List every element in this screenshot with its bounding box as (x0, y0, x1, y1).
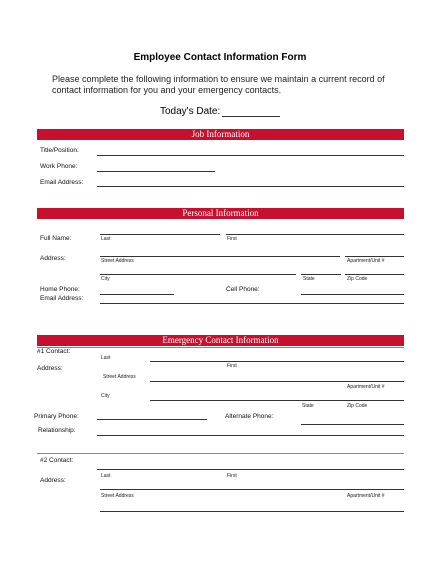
contact2-line[interactable] (97, 469, 404, 470)
contact1-primary-phone-field[interactable] (97, 419, 207, 420)
contact2-last-caption: Last (101, 473, 111, 479)
contact1-city-field[interactable] (150, 400, 404, 401)
contact2-apartment-caption: Apartment/Unit # (347, 493, 385, 499)
contact2-first-caption: First (227, 473, 237, 479)
full-name-label: Full Name: (40, 235, 72, 242)
contact1-apartment-caption: Apartment/Unit # (347, 384, 385, 390)
contact1-label: #1 Contact: (37, 348, 71, 355)
personal-information-header: Personal Information (37, 208, 404, 219)
zip-code-caption: Zip Code (347, 276, 368, 282)
cell-phone-field[interactable] (301, 294, 404, 295)
street-address-field[interactable] (100, 256, 340, 257)
contact1-last-field[interactable] (150, 361, 404, 362)
contact1-street-field[interactable] (150, 381, 404, 382)
personal-email-label: Email Address: (40, 295, 84, 302)
contact1-last-caption: Last (101, 355, 111, 361)
contact2-name-field[interactable] (100, 489, 404, 490)
title-position-label: Title/Position: (40, 147, 79, 154)
contact2-address-label: Address: (40, 477, 66, 484)
contact1-zip-caption: Zip Code (347, 403, 368, 409)
job-email-label: Email Address: (40, 179, 84, 186)
apartment-caption: Apartment/Unit # (347, 258, 385, 264)
state-field[interactable] (301, 274, 341, 275)
contact1-primary-phone-label: Primary Phone: (34, 413, 79, 420)
contact2-label: #2 Contact: (40, 457, 74, 464)
home-phone-label: Home Phone: (40, 286, 80, 293)
first-name-field[interactable] (226, 234, 404, 235)
contact2-divider (37, 453, 404, 454)
title-position-field[interactable] (97, 155, 404, 156)
form-intro: Please complete the following information to ensure we maintain a current record of contact information for you and your emergency contacts. (52, 74, 385, 95)
address-label: Address: (40, 255, 66, 262)
emergency-contact-header: Emergency Contact Information (37, 335, 404, 346)
street-address-caption: Street Address (101, 258, 134, 264)
job-information-header: Job Information (37, 129, 404, 140)
contact2-street-field[interactable] (100, 511, 404, 512)
state-caption: State (303, 276, 315, 282)
contact1-first-caption: First (227, 363, 237, 369)
contact1-street-caption: Street Address (103, 374, 136, 380)
personal-email-field[interactable] (100, 303, 404, 304)
contact1-divider (37, 347, 404, 348)
work-phone-label: Work Phone: (40, 163, 78, 170)
apartment-field[interactable] (345, 256, 404, 257)
last-name-caption: Last (101, 236, 111, 242)
contact1-relationship-field[interactable] (97, 435, 404, 436)
todays-date-field[interactable] (222, 116, 280, 117)
contact1-state-caption: State (302, 403, 314, 409)
first-name-caption: First (227, 236, 237, 242)
contact1-relationship-label: Relationship: (38, 427, 76, 434)
home-phone-field[interactable] (100, 294, 174, 295)
city-caption: City (101, 276, 110, 282)
cell-phone-label: Cell Phone: (226, 286, 260, 293)
city-field[interactable] (100, 274, 296, 275)
work-phone-field[interactable] (97, 171, 215, 172)
zip-code-field[interactable] (345, 274, 404, 275)
contact1-address-label: Address: (37, 365, 63, 372)
form-title: Employee Contact Information Form (133, 52, 307, 63)
job-email-field[interactable] (97, 186, 404, 187)
contact1-city-caption: City (101, 393, 110, 399)
contact1-alternate-phone-field[interactable] (301, 424, 404, 425)
last-name-field[interactable] (100, 234, 220, 235)
contact1-alternate-phone-label: Alternate Phone: (225, 413, 274, 420)
todays-date-label: Today's Date: (160, 106, 221, 117)
contact2-street-caption: Street Address (101, 493, 134, 499)
